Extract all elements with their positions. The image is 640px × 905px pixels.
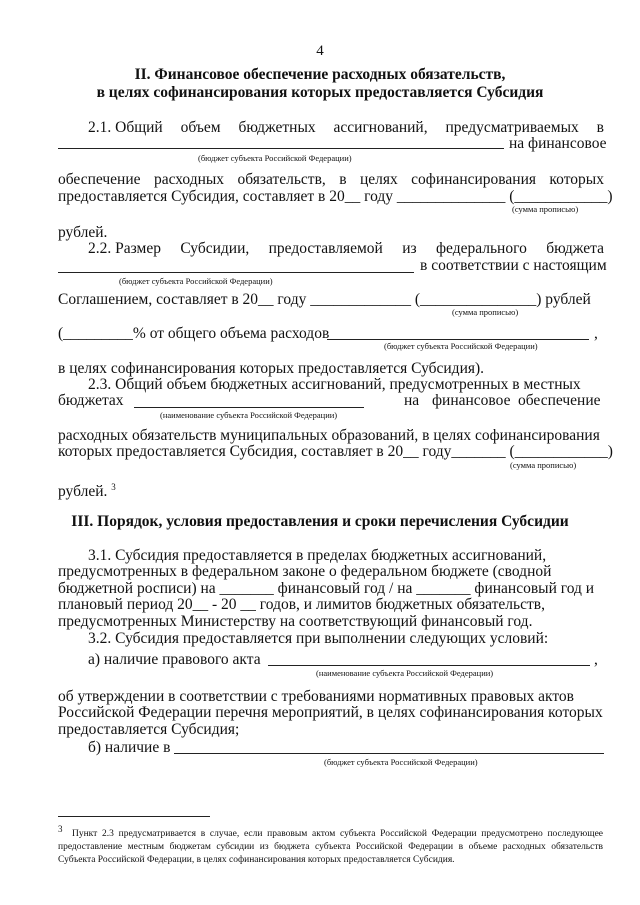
footnote-reference[interactable]: 3: [111, 482, 116, 492]
p22-caption-sum: (сумма прописью): [452, 307, 519, 317]
p22-line-3: Соглашением, составляет в 20__ году _____________ (_______________) рублей: [58, 291, 591, 308]
p22-line-5: в целях софинансирования которых предоставляется Субсидия).: [58, 360, 485, 377]
p22-caption-budget-2: (бюджет субъекта Российской Федерации): [384, 341, 538, 351]
p21-line-4: предоставляется Субсидия, составляет в 20__ году ______________ (____________): [58, 188, 613, 205]
footnote-separator: [58, 816, 210, 817]
p32-line-4: Российской Федерации перечня мероприятий, в целях софинансирования которых: [58, 704, 603, 721]
p31-line-1: 3.1. Субсидия предоставляется в пределах бюджетных ассигнований,: [88, 547, 547, 564]
footnote-text: Пункт 2.3 предусматривается в случае, если правовым актом субъекта Российской Федерации предусмотрено последующее предоставление местным бюджетам субсидии из бюджета субъекта Российской Федерации в объеме расходных обязательств Субъекта Российской Федерации, в целях софинансирования которых предоставляется Субсидия.: [58, 829, 604, 866]
p32-caption-subject: (наименование субъекта Российской Федерации): [316, 668, 494, 678]
p32-line-3: об утверждении в соответствии с требованиями нормативных правовых актов: [58, 688, 575, 705]
p21-line-5: рублей.: [58, 224, 108, 241]
p22-blank-budget-2: [327, 339, 589, 340]
p31-line-5: предусмотренных Министерству на соответствующий финансовый год.: [58, 613, 533, 630]
p32-a-label: а) наличие правового акта: [88, 651, 261, 668]
footnote-mark: 3: [58, 824, 63, 834]
p23-caption-sum: (сумма прописью): [510, 460, 577, 470]
p23-caption-subject: (наименование субъекта Российской Федерации): [160, 410, 338, 420]
p23-line-1: 2.3. Общий объем бюджетных ассигнований, предусмотренных в местных: [88, 376, 581, 393]
p23-line-2-b: на: [404, 392, 420, 409]
p32-b-label: б) наличие в: [88, 739, 171, 756]
p31-line-4: плановый период 20__ - 20 __ годов, и лимитов бюджетных обязательств,: [58, 596, 545, 613]
p23-line-4: которых предоставляется Субсидия, составляет в 20__ году_______ (____________): [58, 443, 613, 460]
section-2-title-line-2: в целях софинансирования которых предоставляется Субсидия: [96, 84, 544, 101]
p22-line-1: 2.2. Размер Субсидии, предоставляемой из федерального бюджета: [88, 240, 604, 257]
p32-a-end: ,: [594, 651, 598, 668]
p32-blank-subject: [268, 665, 590, 666]
p22-line-4-start: (_________% от общего объема расходов: [58, 325, 330, 342]
p22-line-2-end: в соответствии с настоящим: [420, 257, 607, 274]
p22-line-4-end: ,: [594, 325, 598, 342]
p32-line-1: 3.2. Субсидия предоставляется при выполнении следующих условий:: [88, 630, 549, 647]
p23-blank-subject: [134, 407, 364, 408]
p32-line-5: предоставляется Субсидия;: [58, 721, 240, 738]
p22-blank-budget: [58, 272, 414, 273]
p23-line-2-d: обеспечение: [518, 392, 601, 409]
p23-line-5: рублей. $^3$: [58, 482, 116, 501]
page-number: 4: [316, 43, 324, 59]
p21-blank-budget: [58, 148, 504, 149]
p31-line-2: предусмотренных в федеральном законе о федеральном бюджете (сводной: [58, 563, 552, 580]
p22-caption-budget: (бюджет субъекта Российской Федерации): [119, 276, 273, 286]
p31-line-3: бюджетной росписи) на _______ финансовый год / на _______ финансовый год и: [58, 580, 595, 597]
p21-line-3: обеспечение расходных обязательств, в целях софинансирования которых: [58, 171, 604, 188]
footnote: [58, 823, 603, 867]
p21-line-2-end: на финансовое: [509, 135, 607, 152]
section-2-title-line-1: II. Финансовое обеспечение расходных обязательств,: [134, 66, 506, 83]
p23-line-2-c: финансовое: [432, 392, 511, 409]
p21-line-1: 2.1. Общий объем бюджетных ассигнований, предусматриваемых в: [88, 119, 604, 136]
p23-line-2-a: бюджетах: [58, 392, 124, 409]
p21-caption-sum: (сумма прописью): [512, 204, 579, 214]
p21-caption-budget: (бюджет субъекта Российской Федерации): [198, 153, 352, 163]
p32-blank-budget: [174, 753, 604, 754]
p32-caption-budget: (бюджет субъекта Российской Федерации): [324, 757, 478, 767]
section-3-title: III. Порядок, условия предоставления и сроки перечисления Субсидии: [71, 513, 569, 530]
p23-line-3: расходных обязательств муниципальных образований, в целях софинансирования: [58, 427, 600, 444]
